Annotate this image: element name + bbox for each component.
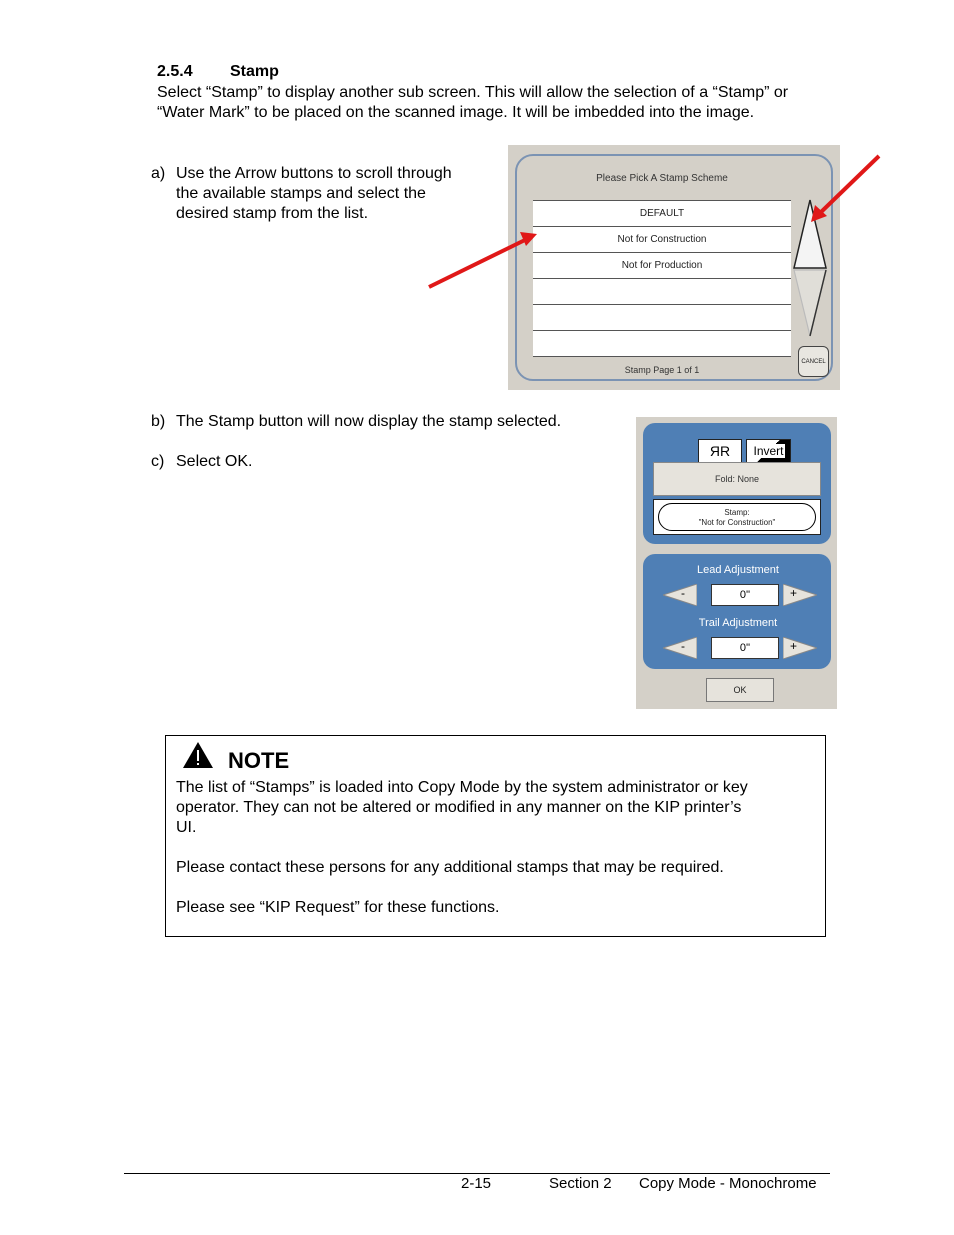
minus-label: - (681, 639, 685, 653)
ok-button[interactable]: OK (706, 678, 774, 702)
step-label: b) (151, 413, 166, 430)
trail-adjustment-label: Trail Adjustment (698, 617, 778, 629)
note-line: The list of “Stamps” is loaded into Copy Mode by the system administrator or key (176, 779, 748, 796)
step-line: the available stamps and select the (176, 185, 426, 202)
step-line: Use the Arrow buttons to scroll through (176, 165, 452, 182)
invert-button[interactable] (746, 439, 791, 463)
step-line: desired stamp from the list. (176, 205, 369, 222)
mirror-button[interactable]: ЯR (698, 439, 742, 463)
note-line: operator. They can not be altered or modified in any manner on the KIP printer’s (176, 799, 742, 816)
plus-label: + (790, 639, 798, 653)
stamp-picker-title: Please Pick A Stamp Scheme (596, 173, 728, 184)
footer-section: Section 2 (549, 1175, 612, 1192)
note-paragraph (176, 778, 816, 838)
options-panel (643, 423, 831, 544)
lead-adjustment-value[interactable]: 0'' (711, 584, 779, 606)
stamp-button[interactable] (653, 499, 821, 535)
note-line: UI. (176, 819, 197, 836)
stamp-list-item[interactable]: DEFAULT (533, 200, 791, 226)
step-line: Select OK. (176, 453, 253, 470)
step-label: c) (151, 453, 165, 470)
step-label: a) (151, 165, 166, 182)
stamp-value: "Not for Construction" (698, 518, 776, 527)
minus-label: - (681, 586, 685, 600)
trail-decrease-button[interactable] (663, 637, 697, 659)
stamp-list-item[interactable]: Not for Production (533, 252, 791, 278)
stamp-label: Stamp: (724, 508, 750, 517)
cancel-button[interactable]: CANCEL (798, 346, 829, 377)
adjustment-panel (643, 554, 831, 669)
section-intro: Select “Stamp” to display another sub screen. This will allow the selection of a “Stamp” or “Water Mark” to be placed on the scanned image. It will be imbedded into the image. (157, 84, 789, 121)
callout-arrows (425, 150, 885, 295)
lead-adjustment-label: Lead Adjustment (697, 564, 779, 576)
note-title: NOTE (228, 748, 290, 773)
fold-button[interactable]: Fold: None (653, 462, 821, 496)
warning-icon (181, 740, 215, 770)
lead-increase-button[interactable] (783, 584, 817, 606)
stamp-list-item[interactable] (533, 330, 791, 357)
footer-page-number: 2-15 (461, 1175, 492, 1192)
note-paragraph: Please see “KIP Request” for these functions. (176, 899, 500, 916)
lead-decrease-button[interactable] (663, 584, 697, 606)
section-heading (157, 63, 279, 81)
note-paragraph: Please contact these persons for any additional stamps that may be required. (176, 859, 724, 876)
red-arrow-icon (429, 232, 537, 287)
red-arrow-icon (811, 156, 879, 222)
trail-adjustment-value[interactable]: 0'' (711, 637, 779, 659)
section-number: 2.5.4 (157, 63, 193, 80)
stamp-panel-screenshot (636, 417, 837, 709)
footer-title: Copy Mode - Monochrome (639, 1175, 817, 1192)
stamp-page-indicator: Stamp Page 1 of 1 (624, 365, 700, 375)
section-title: Stamp (230, 63, 279, 80)
invert-label: Invert (753, 444, 784, 458)
stamp-list-item[interactable] (533, 304, 791, 330)
trail-increase-button[interactable] (783, 637, 817, 659)
plus-label: + (790, 586, 798, 600)
note-box (165, 735, 826, 937)
stamp-list-item[interactable]: Not for Construction (533, 226, 791, 252)
stamp-button-label (658, 503, 816, 531)
step-line: The Stamp button will now display the stamp selected. (176, 413, 562, 430)
footer-rule (124, 1173, 830, 1174)
